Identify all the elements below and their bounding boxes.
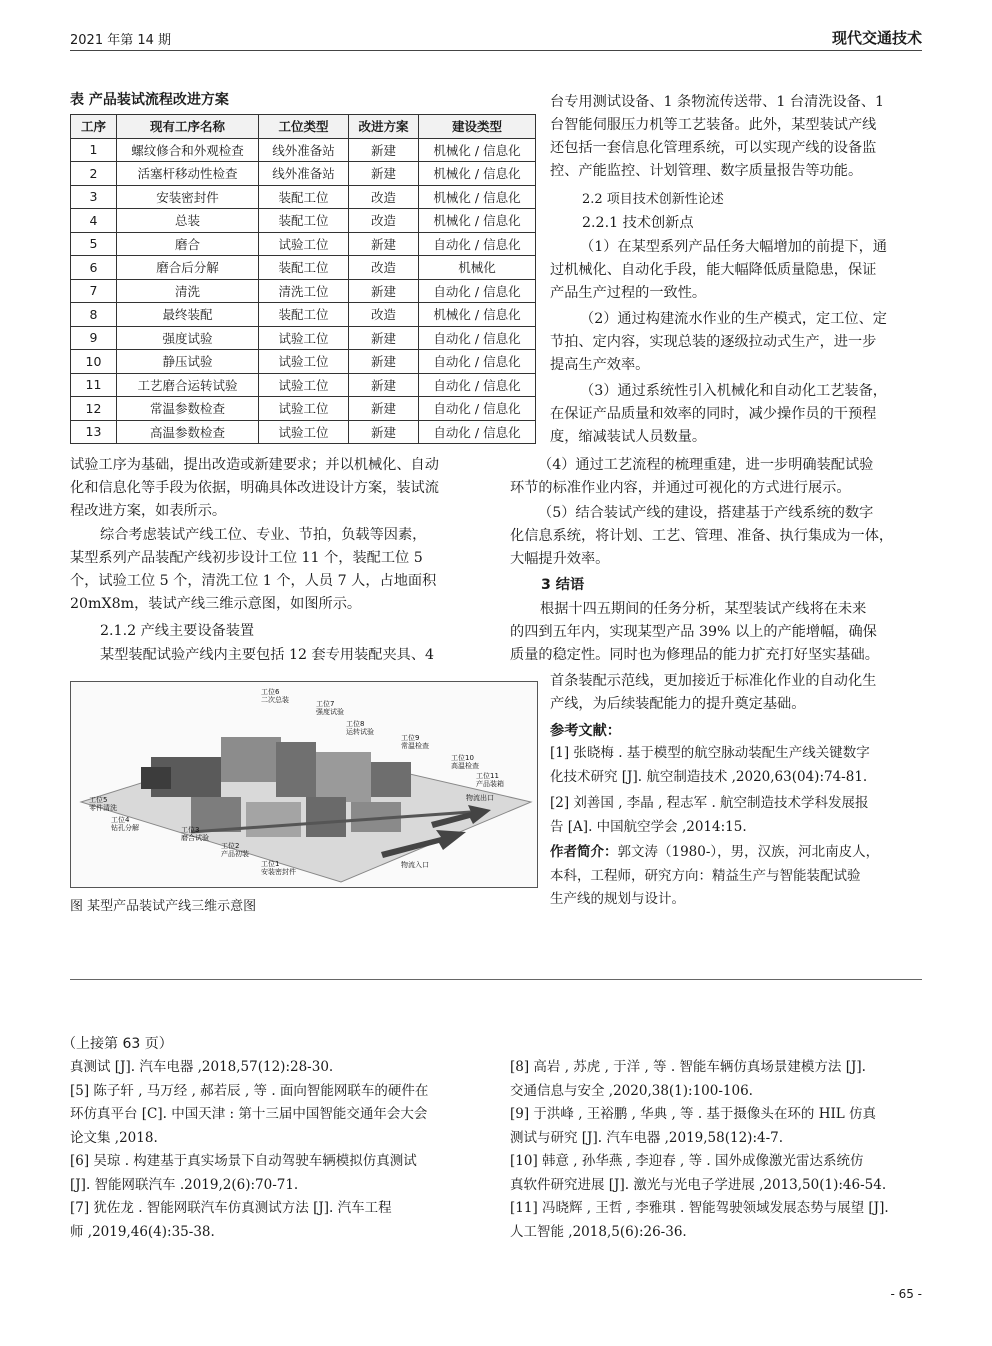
table-cell: 8 xyxy=(71,303,117,327)
left-paragraph-2: 综合考虑装试产线工位、专业、节拍，负载等因素， 某型系列产品装配产线初步设计工位 11 个，装配工位 5 个，试验工位 5 个，清洗工位 1 个，人员 7 人，占地面积 20mX8m，装试产线三维示意图，如图所示。 xyxy=(70,527,437,612)
author-bio-label: 作者简介： xyxy=(550,844,618,860)
reference-line: 真软件研究进展 [J]. 激光与光电子学进展 ,2013,50(1):46-54. xyxy=(510,1176,887,1193)
table-cell: 装配工位 xyxy=(259,256,349,280)
table-row xyxy=(71,256,536,280)
table-cell: 装配工位 xyxy=(259,209,349,233)
table-cell: 机械化 / 信息化 xyxy=(419,303,536,327)
reference-line: [11] 冯晓辉 , 王哲 , 李雅琪 . 智能驾驶领域发展态势与展望 [J]. xyxy=(510,1200,889,1216)
station-label: 工位1 xyxy=(261,860,280,868)
station-label: 工位11 xyxy=(476,772,499,780)
table-row xyxy=(71,185,536,209)
table-cell: 试验工位 xyxy=(259,373,349,397)
production-line-drawing xyxy=(71,682,537,887)
table-cell: 机械化 / 信息化 xyxy=(419,162,536,186)
station-label: 工位8 xyxy=(346,720,365,728)
reference-line: [10] 韩意 , 孙华燕 , 李迎春 , 等 . 国外成像激光雷达系统仿 xyxy=(510,1153,864,1169)
station-desc: 强度试验 xyxy=(316,708,344,716)
reference-line: 交通信息与安全 ,2020,38(1):100-106. xyxy=(510,1082,753,1099)
table-row xyxy=(71,209,536,233)
section-2-2-1-heading: 2.2.1 技术创新点 xyxy=(582,215,694,231)
author-bio: 作者简介：郭文涛（1980-），男，汉族，河北南皮人， 本科，工程师，研究方向：精益生产与智能装配试验 生产线的规划与设计。 xyxy=(550,844,880,907)
equipment-block xyxy=(371,762,411,797)
station-desc: 运转试验 xyxy=(346,728,374,736)
table-cell: 清洗 xyxy=(117,279,259,303)
table-cell: 常温参数检查 xyxy=(117,397,259,421)
equipment-block xyxy=(221,737,281,782)
table-cell: 11 xyxy=(71,373,117,397)
bottom-right-references xyxy=(510,1056,922,1244)
table-cell: 新建 xyxy=(349,232,419,256)
process-table xyxy=(70,114,536,444)
reference-line: [J]. 智能网联汽车 .2019,2(6):70-71. xyxy=(70,1176,299,1193)
table-cell: 磨合 xyxy=(117,232,259,256)
table-cell: 13 xyxy=(71,420,117,444)
section-2-2-heading: 2.2 项目技术创新性论述 xyxy=(582,192,724,207)
table-header-cell: 改进方案 xyxy=(349,115,419,139)
table-cell: 9 xyxy=(71,326,117,350)
table-header-cell: 建设类型 xyxy=(419,115,536,139)
table-cell: 机械化 / 信息化 xyxy=(419,185,536,209)
station-desc: 产品初装 xyxy=(221,850,249,858)
table-cell: 螺纹修合和外观检查 xyxy=(117,138,259,162)
reference-line: [8] 高岩 , 苏虎 , 于洋 , 等 . 智能车辆仿真场景建模方法 [J]. xyxy=(510,1059,866,1075)
right-paragraph-0: 台专用测试设备、1 条物流传送带、1 台清洗设备、1 台智能伺服压力机等工艺装备。此外，某型装试产线 还包括一套信息化管理系统，可以实现产线的设备监 控、产能监控、计划管理、数字质量报告等功能。 xyxy=(550,94,885,179)
table-cell: 活塞杆移动性检查 xyxy=(117,162,259,186)
innovation-item-3: （3）通过系统性引入机械化和自动化工艺装备， 在保证产品质量和效率的同时，减少操作员的干预程 度，缩减装试人员数量。 xyxy=(550,383,887,445)
table-cell: 自动化 / 信息化 xyxy=(419,326,536,350)
left-paragraph-1: 试验工序为基础，提出改造或新建要求；并以机械化、自动 化和信息化等手段为依据，明确具体改进设计方案，装试流 程改进方案，如表所示。 xyxy=(70,457,439,519)
table-cell: 新建 xyxy=(349,420,419,444)
left-paragraph-3: 某型装配试验产线内主要包括 12 套专用装配夹具、4 xyxy=(100,647,435,663)
conclusion-paragraph-1: 根据十四五期间的任务分析，某型装试产线将在未来 的四到五年内，实现某型产品 39% 以上的产能增幅，确保 质量的稳定性。同时也为修理品的能力扩充打好坚实基础。 xyxy=(510,601,879,663)
table-cell: 新建 xyxy=(349,138,419,162)
table-cell: 自动化 / 信息化 xyxy=(419,350,536,374)
flow-out-label: 物流出口 xyxy=(466,794,494,802)
station-desc: 高温检查 xyxy=(451,762,479,770)
table-cell: 1 xyxy=(71,138,117,162)
table-cell: 12 xyxy=(71,397,117,421)
station-label: 工位7 xyxy=(316,700,335,708)
table-cell: 3 xyxy=(71,185,117,209)
station-desc: 常温检查 xyxy=(401,742,429,750)
table-cell: 自动化 / 信息化 xyxy=(419,420,536,444)
reference-1: [1] 张晓梅 . 基于模型的航空脉动装配生产线关键数字 化技术研究 [J]. 航空制造技术 ,2020,63(04):74-81. xyxy=(550,745,870,785)
table-row xyxy=(71,279,536,303)
reference-line: 论文集 ,2018. xyxy=(70,1129,158,1146)
equipment-block xyxy=(306,797,346,837)
table-row xyxy=(71,232,536,256)
station-label: 工位10 xyxy=(451,754,474,762)
table-cell: 清洗工位 xyxy=(259,279,349,303)
table-cell: 4 xyxy=(71,209,117,233)
table-cell: 6 xyxy=(71,256,117,280)
table-header-cell: 工序 xyxy=(71,115,117,139)
station-label: 工位2 xyxy=(221,842,240,850)
station-label: 工位5 xyxy=(89,796,108,804)
header-rule xyxy=(70,50,922,51)
reference-line: 测试与研究 [J]. 汽车电器 ,2019,58(12):4-7. xyxy=(510,1129,784,1146)
section-separator xyxy=(70,979,922,980)
station-desc: 磨合试验 xyxy=(181,834,209,842)
table-cell: 装配工位 xyxy=(259,185,349,209)
continuation-label: （上接第 63 页） xyxy=(62,1036,173,1052)
table-cell: 7 xyxy=(71,279,117,303)
table-row xyxy=(71,420,536,444)
journal-title: 现代交通技术 xyxy=(831,29,922,47)
table-cell: 新建 xyxy=(349,279,419,303)
table-cell: 机械化 / 信息化 xyxy=(419,209,536,233)
table-cell: 自动化 / 信息化 xyxy=(419,397,536,421)
flow-in-label: 物流入口 xyxy=(401,861,429,869)
reference-line: [7] 犹佐龙 . 智能网联汽车仿真测试方法 [J]. 汽车工程 xyxy=(70,1200,392,1216)
station-desc: 二次总装 xyxy=(261,696,289,704)
reference-line: 环仿真平台 [C]. 中国天津 : 第十三届中国智能交通年会大会 xyxy=(70,1106,428,1122)
reference-line: 人工智能 ,2018,5(6):26-36. xyxy=(510,1223,687,1240)
table-row xyxy=(71,373,536,397)
station-label: 工位4 xyxy=(111,816,130,824)
table-cell: 改造 xyxy=(349,303,419,327)
table-cell: 自动化 / 信息化 xyxy=(419,279,536,303)
reference-line: 师 ,2019,46(4):35-38. xyxy=(70,1223,215,1240)
reference-line: 真测试 [J]. 汽车电器 ,2018,57(12):28-30. xyxy=(70,1059,334,1075)
table-cell: 自动化 / 信息化 xyxy=(419,232,536,256)
table-cell: 安装密封件 xyxy=(117,185,259,209)
issue-label: 2021 年第 14 期 xyxy=(70,33,172,48)
table-cell: 最终装配 xyxy=(117,303,259,327)
bottom-left-references xyxy=(70,1056,482,1244)
table-cell: 工艺磨合运转试验 xyxy=(117,373,259,397)
station-label: 工位3 xyxy=(181,826,200,834)
table-row xyxy=(71,326,536,350)
table-row xyxy=(71,350,536,374)
equipment-block xyxy=(316,752,371,802)
production-line-figure xyxy=(70,681,538,888)
station-desc: 安装密封件 xyxy=(261,868,296,876)
station-label: 工位6 xyxy=(261,688,280,696)
reference-2: [2] 刘善国 , 李晶 , 程志军 . 航空制造技术学科发展报 告 [A]. 中国航空学会 ,2014:15. xyxy=(550,795,869,835)
station-label: 工位9 xyxy=(401,734,420,742)
equipment-block xyxy=(276,742,316,797)
innovation-item-4: （4）通过工艺流程的梳理重建，进一步明确装配试验 环节的标准作业内容，并通过可视化的方式进行展示。 xyxy=(510,457,874,496)
table-cell: 10 xyxy=(71,350,117,374)
table-cell: 试验工位 xyxy=(259,350,349,374)
equipment-block xyxy=(246,802,301,837)
section-2-1-2-heading: 2.1.2 产线主要设备装置 xyxy=(100,623,255,639)
table-header-cell: 现有工序名称 xyxy=(117,115,259,139)
conclusion-paragraph-2: 首条装配示范线，更加接近于标准化作业的自动化生 产线，为后续装配能力的提升奠定基础。 xyxy=(550,673,877,712)
figure-caption: 图 某型产品装试产线三维示意图 xyxy=(70,899,257,914)
table-cell: 5 xyxy=(71,232,117,256)
table-cell: 新建 xyxy=(349,350,419,374)
station-desc: 零件清洗 xyxy=(89,804,117,812)
table-cell: 高温参数检查 xyxy=(117,420,259,444)
table-cell: 总装 xyxy=(117,209,259,233)
innovation-item-5: （5）结合装试产线的建设，搭建基于产线系统的数字 化信息系统，将计划、工艺、管理、准备、执行集成为一体， 大幅提升效率。 xyxy=(510,505,894,567)
reference-line: [9] 于洪峰 , 王裕鹏 , 华典 , 等 . 基于摄像头在环的 HIL 仿真 xyxy=(510,1106,877,1122)
station-desc: 产品装箱 xyxy=(476,780,504,788)
table-cell: 装配工位 xyxy=(259,303,349,327)
table-row xyxy=(71,162,536,186)
table-row xyxy=(71,397,536,421)
table-cell: 线外准备站 xyxy=(259,162,349,186)
table-cell: 新建 xyxy=(349,162,419,186)
table-row xyxy=(71,303,536,327)
equipment-block xyxy=(141,767,171,789)
table-cell: 2 xyxy=(71,162,117,186)
section-3-heading: 3 结语 xyxy=(541,577,585,593)
table-cell: 改造 xyxy=(349,209,419,233)
table-cell: 磨合后分解 xyxy=(117,256,259,280)
references-heading: 参考文献： xyxy=(550,723,621,739)
table-header-cell: 工位类型 xyxy=(259,115,349,139)
table-cell: 改造 xyxy=(349,185,419,209)
table-cell: 新建 xyxy=(349,397,419,421)
table-cell: 改造 xyxy=(349,256,419,280)
innovation-item-1: （1）在某型系列产品任务大幅增加的前提下，通 过机械化、自动化手段，能大幅降低质量隐患，保证 产品生产过程的一致性。 xyxy=(550,239,887,301)
innovation-item-2: （2）通过构建流水作业的生产模式，定工位、定 节拍、定内容，实现总装的逐级拉动式生产，进一步 提高生产效率。 xyxy=(550,311,887,373)
table-title: 表 产品装试流程改进方案 xyxy=(70,92,229,108)
table-cell: 强度试验 xyxy=(117,326,259,350)
reference-line: [5] 陈子轩 , 马万经 , 郝若辰 , 等 . 面向智能网联车的硬件在 xyxy=(70,1082,429,1099)
table-cell: 试验工位 xyxy=(259,326,349,350)
table-cell: 试验工位 xyxy=(259,420,349,444)
table-cell: 自动化 / 信息化 xyxy=(419,373,536,397)
table-row xyxy=(71,138,536,162)
table-cell: 新建 xyxy=(349,373,419,397)
reference-line: [6] 吴琼 . 构建基于真实场景下自动驾驶车辆模拟仿真测试 xyxy=(70,1153,417,1169)
table-cell: 静压试验 xyxy=(117,350,259,374)
table-cell: 试验工位 xyxy=(259,232,349,256)
station-desc: 钻孔分解 xyxy=(111,824,139,832)
table-cell: 试验工位 xyxy=(259,397,349,421)
table-cell: 机械化 / 信息化 xyxy=(419,138,536,162)
page-number: - 65 - xyxy=(890,1287,922,1301)
table-cell: 线外准备站 xyxy=(259,138,349,162)
table-cell: 新建 xyxy=(349,326,419,350)
table-header-row xyxy=(71,115,536,139)
table-cell: 机械化 xyxy=(419,256,536,280)
